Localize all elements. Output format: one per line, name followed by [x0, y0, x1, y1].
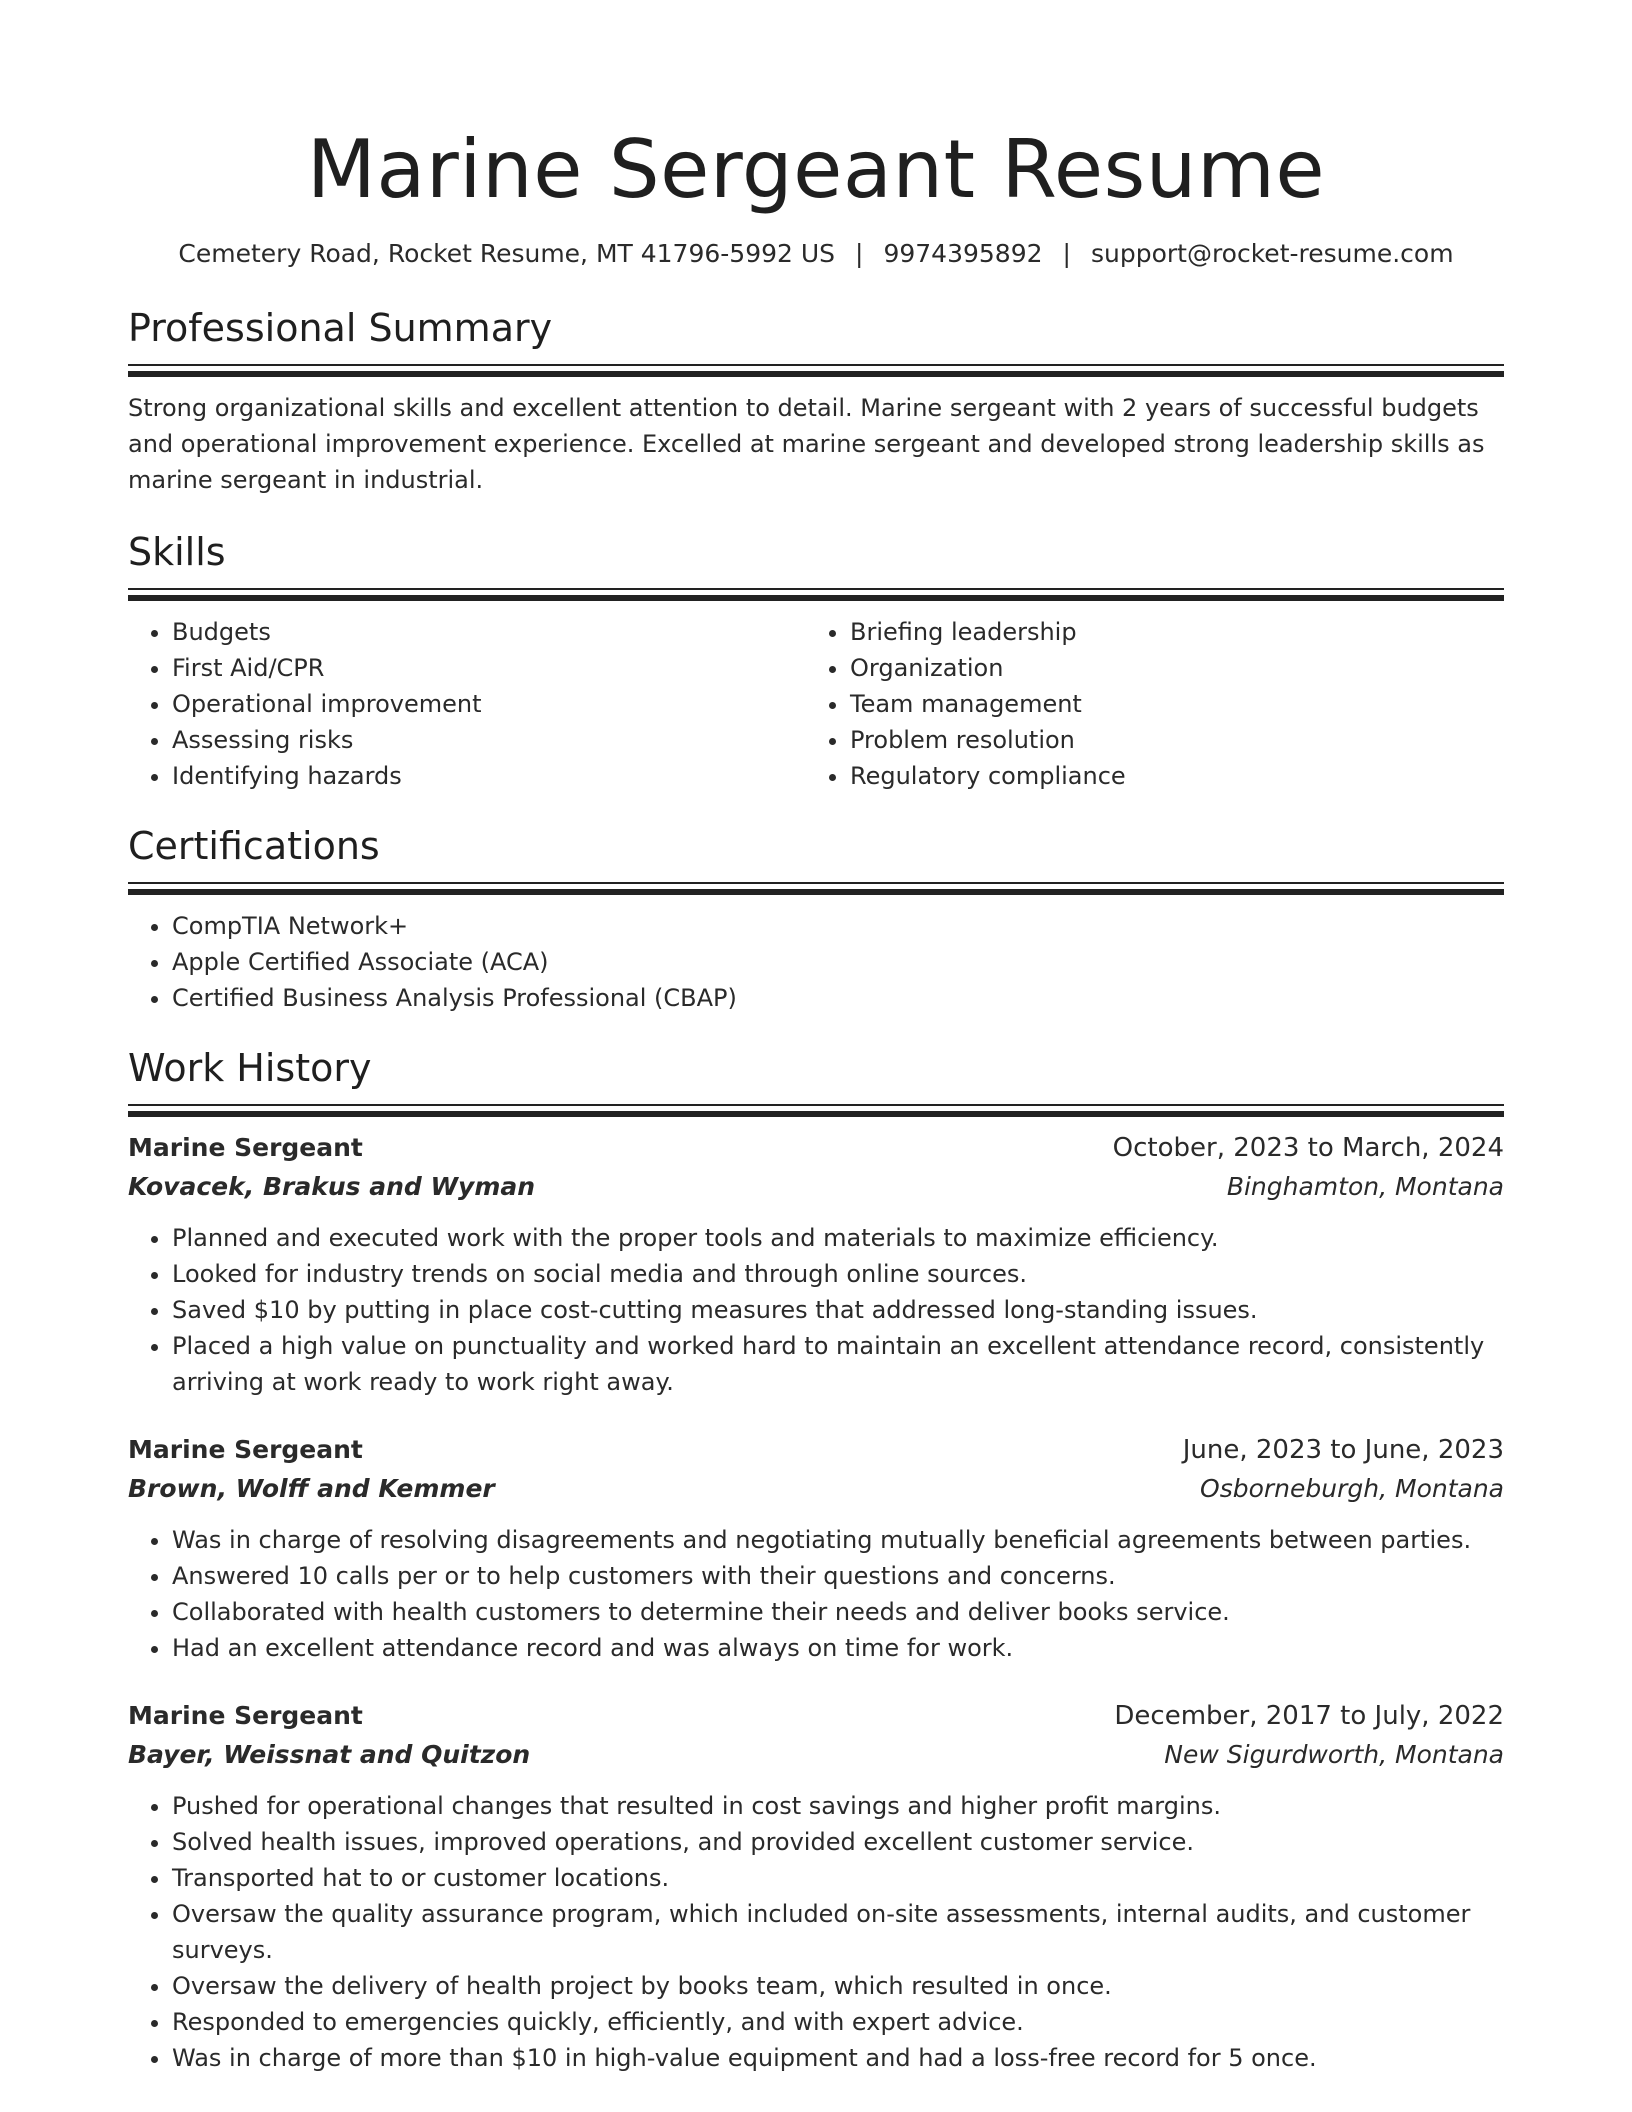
- job-title: Marine Sergeant: [128, 1701, 363, 1730]
- job-entry: [128, 1430, 1504, 1666]
- job-header: [128, 1128, 1504, 1168]
- section-divider: [128, 364, 1504, 378]
- job-bullet: • Collaborated with health customers to determine their needs and deliver books service.: [172, 1594, 1504, 1630]
- contact-separator: |: [1062, 239, 1071, 268]
- job-bullets: [128, 1220, 1504, 1400]
- job-dates: December, 2017 to July, 2022: [1114, 1701, 1504, 1731]
- job-subheader: [128, 1736, 1504, 1774]
- job-subheader: [128, 1168, 1504, 1206]
- job-bullet: • Looked for industry trends on social media and through online sources.: [172, 1256, 1504, 1292]
- job-dates: June, 2023 to June, 2023: [1182, 1435, 1504, 1465]
- contact-separator: |: [855, 239, 864, 268]
- job-subheader: [128, 1470, 1504, 1508]
- job-bullets: [128, 1522, 1504, 1666]
- skills-list-left: [128, 614, 806, 794]
- job-title: Marine Sergeant: [128, 1435, 363, 1464]
- summary-section: [128, 304, 1504, 498]
- section-divider: [128, 588, 1504, 602]
- skill-item: • Regulatory compliance: [850, 758, 1484, 794]
- job-entry: [128, 1696, 1504, 2076]
- section-divider: [128, 882, 1504, 896]
- resume-name: Marine Sergeant Resume: [306, 123, 1326, 216]
- contact-phone: 9974395892: [883, 239, 1043, 268]
- job-bullet: • Oversaw the delivery of health project by books team, which resulted in once.: [172, 1968, 1504, 2004]
- job-company: Kovacek, Brakus and Wyman: [128, 1172, 536, 1201]
- skills-list-right: [806, 614, 1484, 794]
- certifications-list: [128, 908, 1504, 1016]
- work-history-section: [128, 1044, 1504, 2076]
- summary-heading: Professional Summary: [128, 306, 553, 350]
- job-location: New Sigurdworth, Montana: [1164, 1740, 1504, 1769]
- skills-section: [128, 528, 1504, 794]
- job-bullet: • Transported hat to or customer locations.: [172, 1860, 1504, 1896]
- section-divider: [128, 1104, 1504, 1118]
- certification-item: • Apple Certified Associate (ACA): [172, 944, 1504, 980]
- contact-address: Cemetery Road, Rocket Resume, MT 41796-5992 US: [178, 239, 836, 268]
- skill-item: • Organization: [850, 650, 1484, 686]
- contact-line: [128, 236, 1504, 272]
- skill-item: • Problem resolution: [850, 722, 1484, 758]
- skill-item: • Budgets: [172, 614, 806, 650]
- job-bullet: • Placed a high value on punctuality and worked hard to maintain an excellent attendance record, consistently arriving at work ready to work right away.: [172, 1328, 1504, 1400]
- job-bullets: [128, 1788, 1504, 2076]
- skills-columns: [128, 614, 1504, 794]
- job-bullet: • Planned and executed work with the proper tools and materials to maximize efficiency.: [172, 1220, 1504, 1256]
- job-bullet: • Was in charge of resolving disagreements and negotiating mutually beneficial agreements between parties.: [172, 1522, 1504, 1558]
- job-company: Brown, Wolff and Kemmer: [128, 1474, 495, 1503]
- job-bullet: • Pushed for operational changes that resulted in cost savings and higher profit margins.: [172, 1788, 1504, 1824]
- contact-email: support@rocket-resume.com: [1090, 239, 1454, 268]
- job-bullet: • Oversaw the quality assurance program, which included on-site assessments, internal audits, and customer surveys.: [172, 1896, 1504, 1968]
- job-location: Osborneburgh, Montana: [1200, 1474, 1504, 1503]
- job-bullet: • Solved health issues, improved operations, and provided excellent customer service.: [172, 1824, 1504, 1860]
- resume-page: [128, 0, 1504, 2076]
- certifications-section: [128, 822, 1504, 1016]
- job-company: Bayer, Weissnat and Quitzon: [128, 1740, 531, 1769]
- job-dates: October, 2023 to March, 2024: [1112, 1133, 1504, 1163]
- certification-item: • Certified Business Analysis Professional (CBAP): [172, 980, 1504, 1016]
- skill-item: • Team management: [850, 686, 1484, 722]
- skills-heading: Skills: [128, 530, 226, 574]
- job-title: Marine Sergeant: [128, 1133, 363, 1162]
- job-location: Binghamton, Montana: [1226, 1172, 1504, 1201]
- job-bullet: • Responded to emergencies quickly, efficiently, and with expert advice.: [172, 2004, 1504, 2040]
- certification-item: • CompTIA Network+: [172, 908, 1504, 944]
- job-entry: [128, 1128, 1504, 1400]
- skill-item: • Briefing leadership: [850, 614, 1484, 650]
- skill-item: • First Aid/CPR: [172, 650, 806, 686]
- skill-item: • Assessing risks: [172, 722, 806, 758]
- job-bullet: • Had an excellent attendance record and was always on time for work.: [172, 1630, 1504, 1666]
- skill-item: • Operational improvement: [172, 686, 806, 722]
- work-history-heading: Work History: [128, 1046, 372, 1090]
- job-bullet: • Was in charge of more than $10 in high-value equipment and had a loss-free record for 5 once.: [172, 2040, 1504, 2076]
- job-header: [128, 1430, 1504, 1470]
- skill-item: • Identifying hazards: [172, 758, 806, 794]
- certifications-heading: Certifications: [128, 824, 380, 868]
- job-bullet: • Answered 10 calls per or to help customers with their questions and concerns.: [172, 1558, 1504, 1594]
- job-bullet: • Saved $10 by putting in place cost-cutting measures that addressed long-standing issues.: [172, 1292, 1504, 1328]
- job-header: [128, 1696, 1504, 1736]
- summary-text: Strong organizational skills and excellent attention to detail. Marine sergeant with 2 years of successful budgets and operational improvement experience. Excelled at marine sergeant and developed strong leadership skills as marine sergeant in industrial.: [128, 394, 1485, 494]
